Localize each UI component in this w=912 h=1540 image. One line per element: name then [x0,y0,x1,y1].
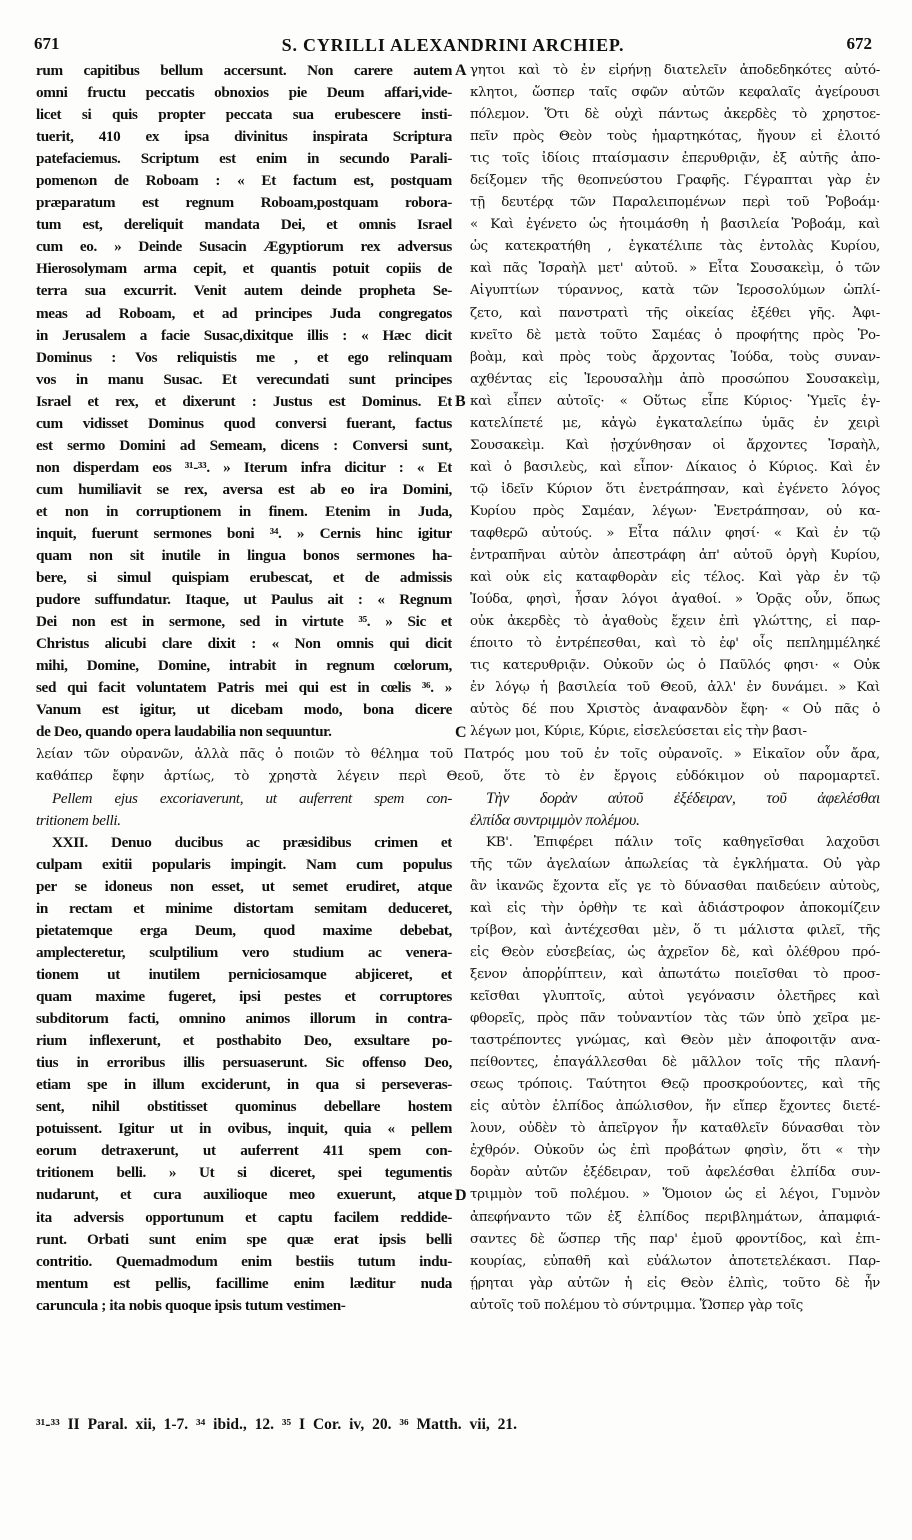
greek-line: βοὰμ, καὶ πρὸς τοὺς ἄρχοντας Ἰούδα, τοὺς συναν- [470,349,880,365]
latin-line: eorum detraxerunt, ut auferrent 411 spem con- [36,1142,452,1160]
latin-line: de Deo, quando opera laudabilia non sequuntur. [36,723,332,741]
greek-line: κουρίας, εὐπαθῆ καὶ εὐάλωτον ἀποτετελέκασι. Παρ- [470,1253,880,1269]
latin-line: tuerit, 410 ex ipsa divinitus inspirata Scriptura [36,128,452,146]
greek-line: ἐχθρόν. Οὐκοῦν ὡς ἐπὶ προβάτων φησὶν, ὅτι « τὴν [470,1143,880,1159]
latin-line: etiam spe in illum exciderunt, in qua si perseveras- [36,1076,452,1094]
greek-full-width-line: καθάπερ ἔφην ἀρτίως, τὸ χρηστὰ λέγειν περὶ Θεοῦ, ὅτε τὸ ἐν ἔργοις εὐδόκιμον οὐ παρομαρτεῖ. [36,768,880,784]
latin-line: bere, si simul quispiam erubescat, et de admissis [36,569,452,587]
greek-line: ῄρηται γὰρ αὐτῶν ἡ εἰς Θεὸν ἐλπὶς, τοῦτο δὲ ἦν [470,1275,880,1291]
latin-line: tionem ut inutilem perniciosamque abjiceret, et [36,966,452,984]
greek-line: δείξομεν τῆς θεοπνεύστου Γραφῆς. Γέγραπται γὰρ ἐν [470,173,880,189]
greek-line: ζετο, καὶ πανστρατὶ τῆς οἰκείας ἐξέθει γῆς. Ἀφι- [470,305,880,321]
latin-line: est sermo Domini ad Semeam, dicens : Conversi sunt, [36,436,452,454]
greek-line: κνεῖτο δὲ μετὰ τοῦτο Σαμέας ὁ προφήτης πρὸς Ῥο- [470,327,880,343]
latin-line: meas ad Roboam, et ad principes Juda congregatos [36,304,452,322]
greek-line: λέγων μοι, Κύριε, Κύριε, εἰσελεύσεται εἰς τὴν βασι- [470,724,807,740]
latin-line: Pellem ejus excoriaverunt, ut auferrent spem con- [52,789,452,807]
latin-line: Dominus : Vos reliquistis me , et ego relinquam [36,348,452,366]
greek-line: κεῖσθαι γλυπτοῖς, αὐτοὶ γεγόνασιν ὀλετῆρες καὶ [470,989,880,1005]
greek-line: τρίβον, καὶ ἀντέχεσθαι μὲν, ὅ τι μάλιστα φιλεῖ, τῆς [470,922,880,938]
latin-line: et non in corruptionem in finem. Etenim in Juda, [36,502,452,520]
greek-line: τῆς τῶν ἀγελαίων ἀπωλείας τὰ ἐγκλήματα. Οὐ γὰρ [470,856,880,872]
greek-line: ΚΒ'. Ἐπιφέρει πάλιν τοῖς καθηγεῖσθαι λαχοῦσι [486,834,880,850]
greek-line: πείθοντες, ἐπαγάλλεσθαι δὲ μᾶλλον τοῖς τῆς πλανή- [470,1055,880,1071]
greek-line: κατελίπετέ με, κἀγὼ ἐγκαταλείπω ὑμᾶς ἐν χειρὶ [470,415,880,431]
section-marker-c: C [455,723,467,741]
latin-line: inquit, fuerunt sermones boni ³⁴. » Cernis hinc igitur [36,524,452,542]
greek-line: Σουσακεὶμ. Καὶ ᾐσχύνθησαν οἱ ἄρχοντες Ἰσραὴλ, [470,437,880,453]
greek-full-width-line: λείαν τῶν οὐρανῶν, ἀλλὰ πᾶς ὁ ποιῶν τὸ θέλημα τοῦ Πατρός μου τοῦ ἐν τοῖς οὐρανοῖς. » Εἰκαῖον οὖν ἄρα, [36,746,880,762]
greek-line: ἂν ἱκανῶς ἔχοντα εἴς γε τὸ δύνασθαι παιδεύειν αὐτοὺς, [470,878,880,894]
greek-line: σεως τρόποις. Ταύτητοι Θεῷ προσκρούοντες, καὶ τῆς [470,1077,880,1093]
greek-line: καὶ εἰς τὴν ὀρθὴν τε καὶ ἀδιάστροφον ἀποκομίζειν [470,900,880,916]
latin-line: patefaciemus. Scriptum est enim in secundo Parali- [36,150,452,168]
latin-line: præparatum est regnum Roboam,postquam robora- [36,194,452,212]
greek-line: πόλεμον. Ὅτι δὲ οὐχὶ πάντως ἀκερδὲς τὸ χρηστοε- [470,107,880,123]
latin-line: sed qui facit voluntatem Patris mei qui est in cœlis ³⁶. » [36,679,452,697]
greek-line: πεῖν πρὸς Θεὸν τοὺς ἡμαρτηκότας, ἤγουν εἰ ἐλοιτό [470,129,880,145]
latin-line: potuissent. Igitur ut in ovibus, inquit, quia « pellem [36,1120,452,1138]
latin-line: Vanum est igitur, ut dicebam modo, bona dicere [36,701,452,719]
greek-line: έποιτο τὸ ἐντρέπεσθαι, καὶ τὸ ἐφ' οἷς πεπλημμέληκέ [470,636,880,652]
latin-line: culpam exitii popularis impingit. Nam cum populus [36,855,452,873]
latin-line: in Jerusalem a facie Susac,dixitque illis : « Hæc dicit [36,326,452,344]
footnotes: ³¹-³³ II Paral. xii, 1-7. ³⁴ ibid., 12. ³⁵ I Cor. iv, 20. ³⁶ Matth. vii, 21. [36,1416,518,1433]
greek-line: « Καὶ ἐγένετο ὡς ἡτοιμάσθη ἡ βασιλεία Ῥοβοάμ, καὶ [470,217,880,233]
greek-line: ξενον ἀπορῥίπτειν, καὶ ἀπωτάτω ποιεῖσθαι τὸ προσ- [470,967,880,983]
latin-line: quam non sit inutile in lingua bonos sermones ha- [36,547,452,565]
greek-line: Τὴν δορὰν αὐτοῦ ἐξέδειραν, τοῦ ἀφελέσθαι [486,789,880,807]
latin-line: Hierosolymam arma cepit, et quantis potuit copiis de [36,260,452,278]
latin-line: tritionem belli. [36,811,121,829]
latin-line: subditorum facti, omnino animos illorum in contra- [36,1010,452,1028]
latin-line: Christus alicubi clare dixit : « Non omnis qui dicit [36,635,452,653]
latin-line: rum capitibus bellum accersunt. Non carere autem [36,62,452,79]
latin-line: tum est, dereliquit mandata Dei, et omnis Israel [36,216,452,234]
greek-line: αὐτὸς δέ που Χριστὸς ἀναφανδὸν ἔφη· « Οὐ πᾶς ὁ [470,702,880,718]
latin-line: contritio. Quemadmodum enim bestiis tutum indu- [36,1252,452,1270]
section-marker-b: B [455,392,466,410]
greek-line: Αἰγυπτίων τύραννος, κατὰ τῶν Ἱεροσολύμων ὡπλί- [470,283,880,299]
greek-line: ἐν λόγῳ ἡ βασιλεία τοῦ Θεοῦ, ἀλλ' ἐν δυνάμει. » Καὶ [470,680,880,696]
latin-line: Dei non est in sermone, sed in virtute ³⁵. » Sic et [36,613,452,631]
latin-line: caruncula ; ita nobis quoque ipsis tutum vestimen- [36,1296,346,1314]
latin-line: terra sua excurrit. Venit autem deinde propheta Se- [36,282,452,300]
greek-line: λουν, οὐδὲν τὸ ἀπεῖργον ἦν καταθλεῖν δύνασθαι τὸν [470,1121,880,1137]
greek-line: δορὰν αὐτῶν ἐξέδειραν, τοῦ ἀφελέσθαι ἐλπίδα συν- [470,1165,880,1181]
latin-line: sent, nihil obstitisset quominus debellare hostem [36,1098,452,1116]
full-width-greek-block [36,744,880,788]
greek-line: τῷ ἰδεῖν Κύριον ὅτι ἐνετράπησαν, καὶ ἐγένετο λόγος [470,481,880,497]
page-number-right: 672 [846,34,872,53]
latin-line: XXII. Denuo ducibus ac præsidibus crimen et [52,833,452,851]
greek-column-upper [470,60,880,743]
latin-line: pietatemque erga Deum, quod maxime debebat, [36,921,452,939]
latin-column-upper [36,60,452,743]
greek-line: καὶ οὐκ εἰς καταφθορὰν εἰς τέλος. Καὶ γὰρ ἐν τῷ [470,570,880,586]
latin-line: pudore suffundatur. Itaque, ut Paulus ait : « Regnum [36,591,452,609]
greek-line: καὶ ὁ βασιλεὺς, καὶ εἶπον· Δίκαιος ὁ Κύριος. Καὶ ἐν [470,459,880,475]
greek-line: ἐλπίδα συντριμμὸν πολέμου. [470,811,640,829]
greek-line: ταφθερῶ αὐτούς. » Εἶτα πάλιν φησί· « Καὶ ἐν τῷ [470,525,880,541]
greek-line: φθορεῖς, πρὸς πᾶν τοὐναντίον τὰς τῶν ὑπὸ χεῖρα με- [470,1011,880,1027]
greek-line: τριμμὸν τοῦ πολέμου. » Ὅμοιον ὡς εἰ λέγοι, Γυμνὸν [470,1187,880,1203]
latin-line: nudarunt, et cura auxilioque meo exuerunt, atque [36,1186,452,1204]
greek-column-lower [470,788,880,1317]
latin-line: vos in manu Susac. Et verecundati sunt principes [36,370,452,388]
greek-line: Κυρίου πρὸς Σαμέαν, λέγων· Ἐνετράπησαν, οὐ κα- [470,503,880,519]
latin-line: omni fructu peccatis obnoxios pie Deum affari,vide- [36,84,452,102]
greek-line: γητοι καὶ τὸ ἐν εἰρήνῃ διατελεῖν ἀποδεδηκότες αὐτό- [470,63,880,78]
latin-line: in rectam et minime distortam semitam deduceret, [36,899,452,917]
latin-line: ita adversis opportunum et captu facilem reddide- [36,1208,452,1226]
latin-line: tius in erroribus illis persuaserunt. Sic offenso Deo, [36,1054,452,1072]
section-marker-d: D [455,1186,467,1204]
latin-line: cum humiliavit se rex, aversa est ab eo ira Domini, [36,480,452,498]
latin-line: per se idoneus non esset, ut semet erudiret, atque [36,877,452,895]
latin-line: tritionem belli. » Ut si diceret, spei tegumentis [36,1164,452,1182]
latin-line: mihi, Domine, Domine, intrabit in regnum cœlorum, [36,657,452,675]
greek-line: ἀπεφήναντο τῶν ἐξ ἐλπίδος περιβλημάτων, ἀπαμφιά- [470,1209,880,1225]
latin-line: rium inflexerunt, et posthabito Deo, exsultare po- [36,1032,452,1050]
latin-line: cum vidisset Dominus quod conversi fuerant, factus [36,414,452,432]
running-title: S. CYRILLI ALEXANDRINI ARCHIEP. [281,35,625,55]
section-marker-a: A [455,62,467,79]
latin-line: quam maxime fugeret, ipsi pestes et corruptores [36,988,452,1006]
greek-line: αὐτοῖς τοῦ πολέμου τὸ σύντριμμα. Ὥσπερ γὰρ τοῖς [470,1297,803,1313]
greek-line: εἰς Θεὸν εὐσεβείας, ὡς ἀχρεῖον δὲ, καὶ ὀλέθρου πρό- [470,944,880,960]
latin-line: pomenωn de Roboam : « Et factum est, postquam [36,172,452,190]
latin-line: licet si quis propter peccata sua erubescere insti- [36,106,452,124]
greek-line: εἰς αὐτὸν ἐλπίδος ἀπώλισθον, ἥν εἴπερ ἔχοντες διετέ- [470,1099,880,1115]
latin-line: runt. Orbati sunt enim spe quæ erat ipsis belli [36,1230,452,1248]
greek-line: κλητοι, ὥσπερ ταῖς σφῶν αὐτῶν κεφαλαῖς ἀγείρουσι [470,85,880,101]
greek-line: καὶ εἶπεν αὐτοῖς· « Οὕτως εἶπε Κύριος· Ὑμεῖς ἐγ- [470,393,880,409]
greek-line: οὐκ ἀκερδὲς τὸ ἀγαθοὺς ἔχειν ἐπὶ γλώττης, εἰ παρ- [470,614,880,630]
greek-line: ὡς κατεκρατήθη , ἐγκατέλιπε τὰς ἐντολὰς Κυρίου, [470,239,880,255]
latin-line: cum eo. » Deinde Susacin Ægyptiorum rex adversus [36,238,452,256]
latin-line: non disperdam eos ³¹-³³. » Iterum infra dicitur : « Et [36,458,452,476]
greek-line: ἐντραπῆναι αὐτὸν ἀπεστράφη ἀπ' αὐτοῦ ὀργὴ Κυρίου, [470,548,880,564]
greek-line: τις τοῖς ἰδίοις πταίσμασιν ἐπερυθριᾷν, ἐξ αὐτῆς ἀπο- [470,151,880,167]
latin-column-lower [36,788,452,1317]
greek-line: καὶ πᾶς Ἰσραὴλ μετ' αὐτοῦ. » Εἶτα Σουσακεὶμ, ὁ τῶν [470,261,880,277]
latin-line: amplecteretur, sculptilium vero studium ac venera- [36,943,452,961]
greek-line: τῇ δευτέρᾳ τῶν Παραλειπομένων περὶ τοῦ Ῥοβοάμ· [470,195,880,211]
greek-line: ταστρέποντες γνώμας, καὶ Θεὸν μὲν ἀποφοιτᾷν ανα- [470,1033,880,1049]
greek-line: σαντες δὲ ὥσπερ τῆς παρ' ἐμοῦ φροντίδος, καὶ ἐπι- [470,1231,880,1247]
greek-line: Ἰούδα, φησὶ, ἦσαν λόγοι ἀγαθοί. » Ὁρᾷς οὖν, ὅπως [470,592,880,608]
greek-line: τις κατερυθριᾷν. Οὐκοῦν ὡς ὁ Παῦλός φησι· « Οὐκ [470,658,880,674]
latin-line: Israel et rex, et dixerunt : Justus est Dominus. Et [36,392,452,410]
page-number-left: 671 [34,34,60,53]
greek-line: αχθέντας εἰς Ἱερουσαλὴμ ἀπὸ προσώπου Σουσακεὶμ, [470,371,880,387]
latin-line: mentum est pellis, facillime enim læditur nuda [36,1274,452,1292]
